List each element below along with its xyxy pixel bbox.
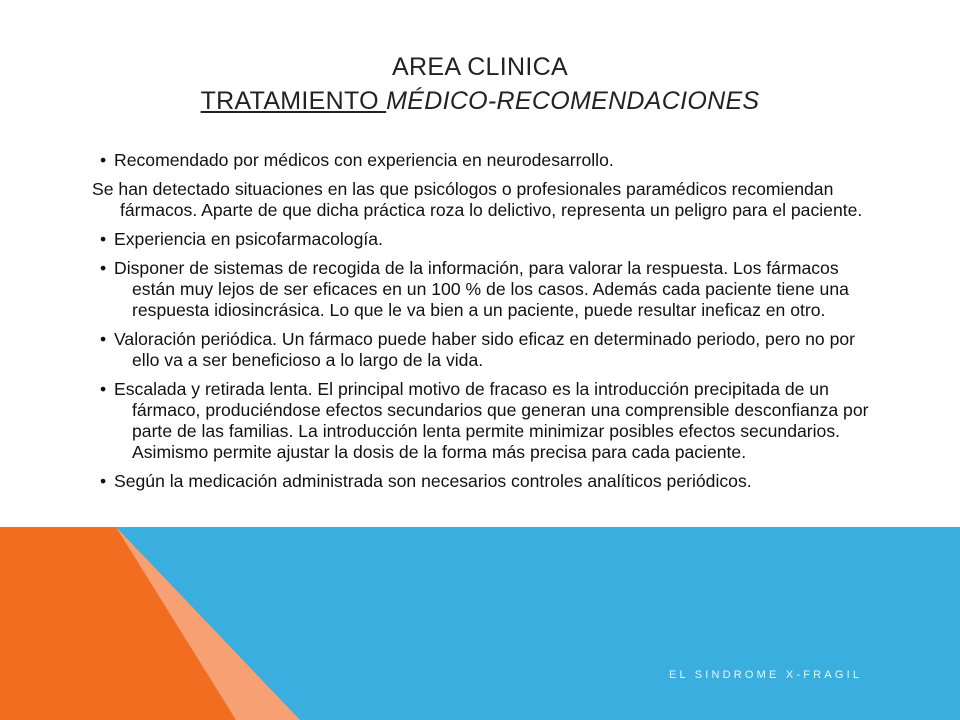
footer-text: EL SINDROME X-FRAGIL bbox=[669, 669, 863, 681]
title-italic-phrase: MÉDICO-RECOMENDACIONES bbox=[386, 87, 760, 115]
bullet-icon: • bbox=[100, 150, 107, 170]
bullet-icon: • bbox=[100, 258, 107, 278]
list-item-text: Se han detectado situaciones en las que psicólogos o profesionales paramédicos recomiendan fármacos. Aparte de que dicha práctica roza lo delictivo, representa un peligro para el paciente. bbox=[92, 179, 863, 220]
list-item bbox=[92, 229, 882, 250]
list-item-text: Según la medicación administrada son necesarios controles analíticos periódicos. bbox=[114, 471, 752, 491]
title-line-2 bbox=[0, 84, 960, 118]
title-underlined-word: TRATAMIENTO bbox=[200, 87, 379, 115]
list-item bbox=[92, 329, 882, 371]
list-item bbox=[92, 150, 882, 171]
bullet-icon: • bbox=[100, 471, 107, 491]
bullet-icon: • bbox=[100, 379, 107, 399]
bullet-icon: • bbox=[100, 229, 107, 249]
list-item-text: Recomendado por médicos con experiencia en neurodesarrollo. bbox=[114, 150, 614, 170]
list-item bbox=[92, 179, 882, 221]
list-item-text: Experiencia en psicofarmacología. bbox=[114, 229, 383, 249]
bullet-icon: • bbox=[100, 329, 107, 349]
list-item bbox=[92, 471, 882, 492]
list-item-text: Valoración periódica. Un fármaco puede haber sido eficaz en determinado periodo, pero no por ello va a ser beneficioso a lo largo de la vida. bbox=[114, 329, 856, 370]
slide-title bbox=[0, 50, 960, 118]
slide-body bbox=[92, 150, 882, 500]
list-item-text: Disponer de sistemas de recogida de la información, para valorar la respuesta. Los fármacos están muy lejos de ser eficaces en un 100 % de los casos. Además cada paciente tiene una respuesta idiosincrásica. Lo que le va bien a un paciente, puede resultar ineficaz en otro. bbox=[114, 258, 849, 320]
list-item bbox=[92, 258, 882, 321]
title-line-1: AREA CLINICA bbox=[392, 53, 568, 81]
list-item bbox=[92, 379, 882, 463]
list-item-text: Escalada y retirada lenta. El principal motivo de fracaso es la introducción precipitada de un fármaco, produciéndose efectos secundarios que generan una comprensible desconfianza por parte de las familias. La introducción lenta permite minimizar posibles efectos secundarios. Asimismo permite ajustar la dosis de la forma más precisa para cada paciente. bbox=[114, 379, 869, 462]
